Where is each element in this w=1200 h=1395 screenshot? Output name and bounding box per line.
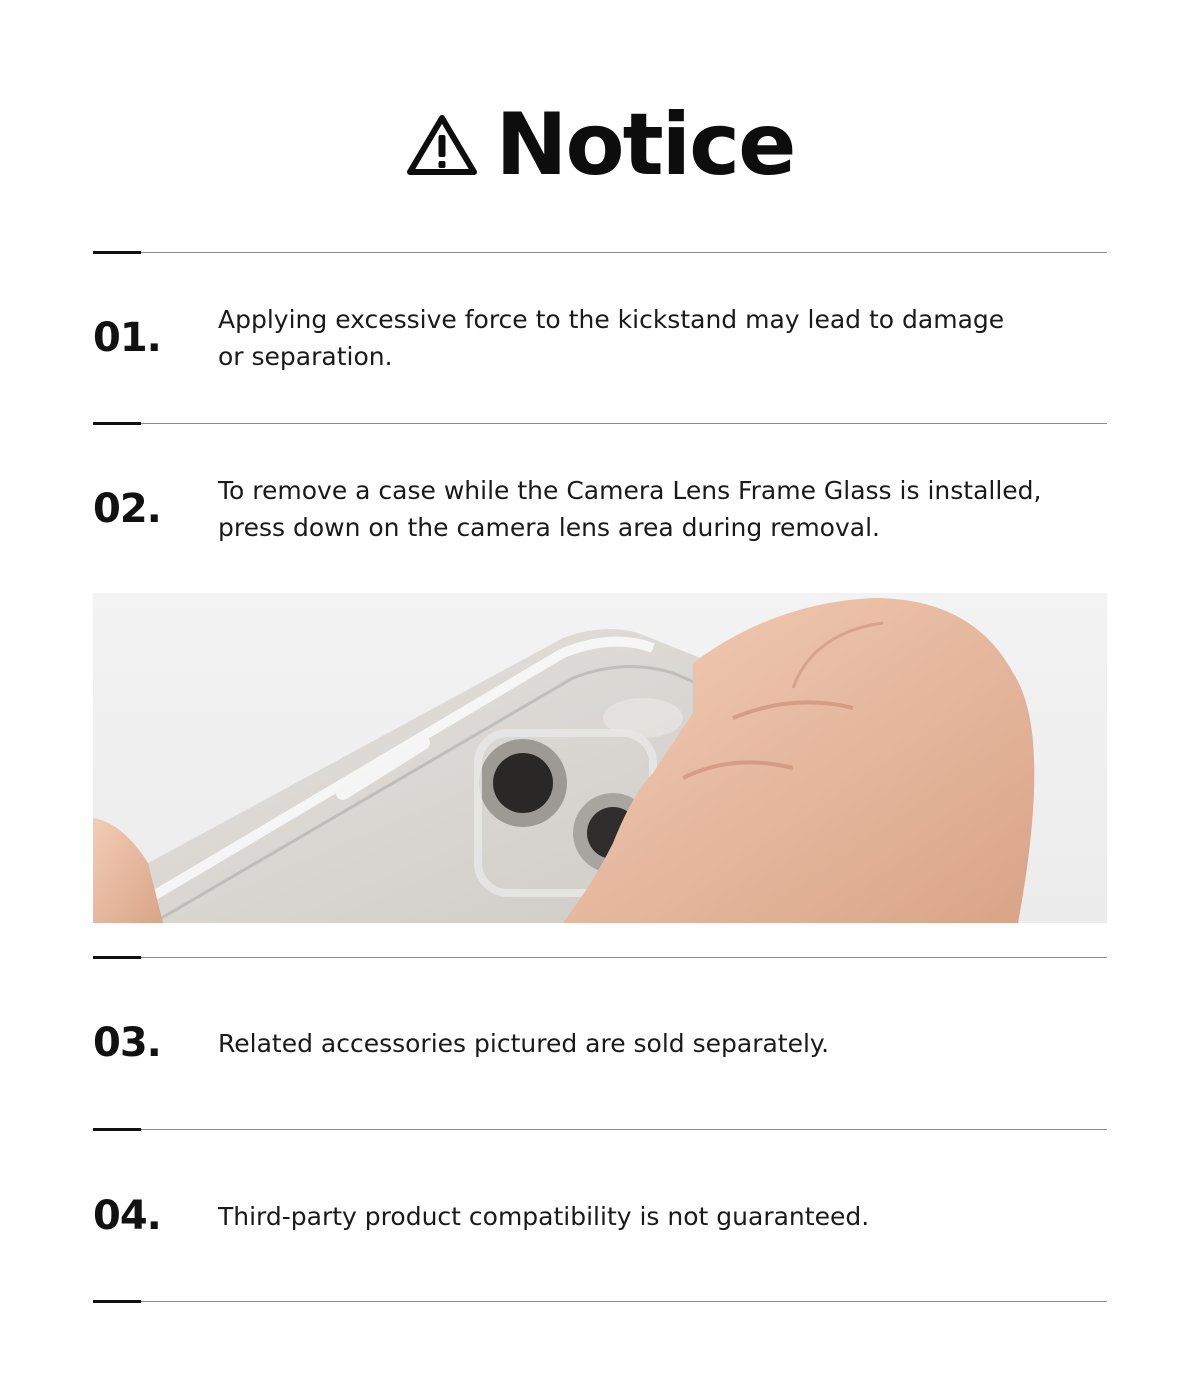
item-text — [218, 1025, 1098, 1062]
item-text — [218, 472, 1098, 546]
item-text — [218, 301, 1098, 375]
item-text-line: Applying excessive force to the kickstand may lead to damage — [218, 305, 1005, 334]
divider — [93, 423, 1107, 424]
item-text-line: To remove a case while the Camera Lens Frame Glass is installed, — [218, 476, 1042, 505]
item-text-line: or separation. — [218, 342, 393, 371]
divider — [93, 957, 1107, 958]
item-number: 04. — [93, 1193, 161, 1239]
divider — [93, 1301, 1107, 1302]
divider — [93, 1129, 1107, 1130]
warning-triangle-icon — [406, 113, 478, 177]
item-number: 02. — [93, 486, 161, 532]
item-text-line: press down on the camera lens area during removal. — [218, 513, 880, 542]
item-number: 03. — [93, 1020, 161, 1066]
case-removal-photo — [93, 593, 1107, 923]
divider — [93, 252, 1107, 253]
notice-header — [0, 90, 1200, 200]
item-text-line: Third-party product compatibility is not guaranteed. — [218, 1202, 870, 1231]
item-text — [218, 1198, 1098, 1235]
item-number: 01. — [93, 315, 161, 361]
item-text-line: Related accessories pictured are sold separately. — [218, 1029, 830, 1058]
page-title: Notice — [495, 95, 795, 195]
case-removal-illustration — [93, 593, 1107, 923]
